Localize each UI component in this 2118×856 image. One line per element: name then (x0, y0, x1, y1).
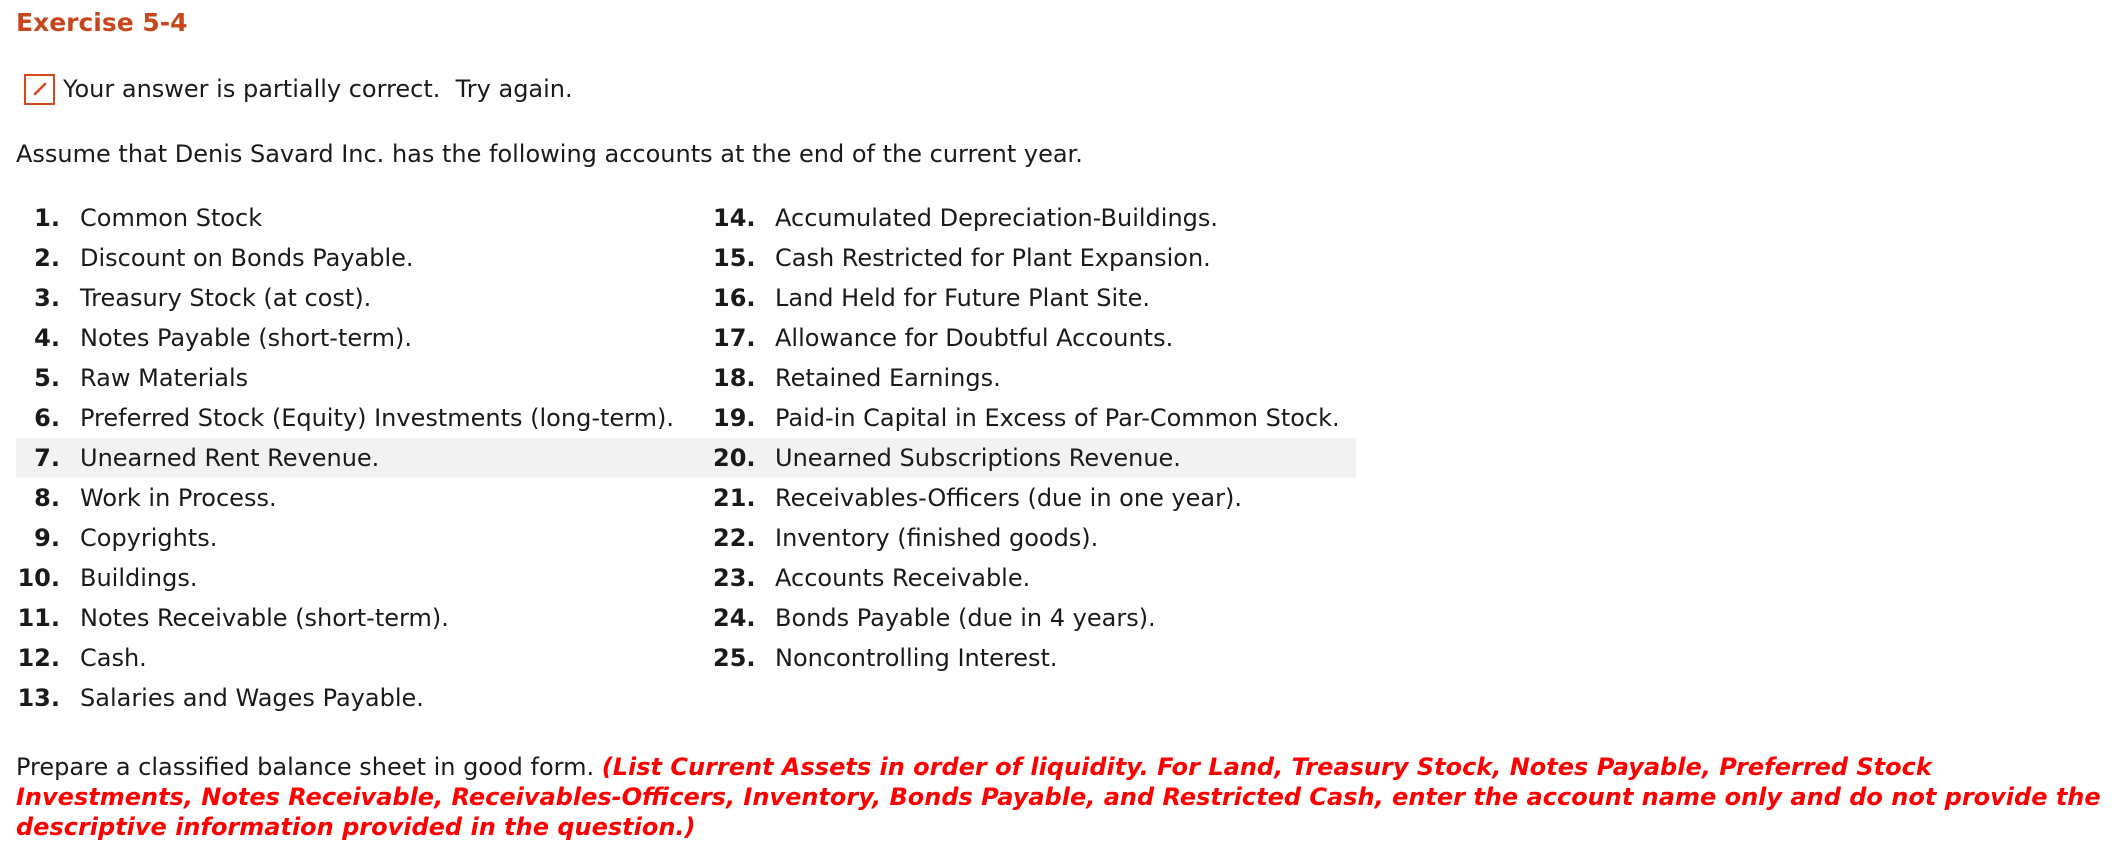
account-item (713, 564, 1356, 592)
accounts-row (16, 358, 1356, 398)
account-item (713, 204, 1356, 232)
account-item (16, 204, 713, 232)
account-number: 6. (34, 404, 60, 432)
account-name: Receivables-Officers (due in one year). (775, 484, 1242, 512)
pencil-edit-icon (24, 74, 55, 105)
account-name: Paid-in Capital in Excess of Par-Common Stock. (775, 404, 1340, 432)
account-number: 16. (713, 284, 756, 312)
answer-status (24, 72, 573, 106)
account-item (16, 404, 713, 432)
account-number: 3. (34, 284, 60, 312)
accounts-row (16, 558, 1356, 598)
account-number: 23. (713, 564, 756, 592)
accounts-row (16, 478, 1356, 518)
account-item (16, 324, 713, 352)
account-name: Inventory (finished goods). (775, 524, 1099, 552)
account-number: 13. (17, 684, 60, 712)
account-name: Cash Restricted for Plant Expansion. (775, 244, 1211, 272)
account-name: Accumulated Depreciation-Buildings. (775, 204, 1219, 232)
accounts-row (16, 438, 1356, 478)
account-item (16, 444, 713, 472)
accounts-row (16, 318, 1356, 358)
account-number: 7. (34, 444, 60, 472)
account-name: Treasury Stock (at cost). (80, 284, 372, 312)
account-item (16, 564, 713, 592)
account-number: 12. (17, 644, 60, 672)
account-item (16, 604, 713, 632)
account-number: 5. (34, 364, 60, 392)
status-message: Your answer is partially correct. Try again. (63, 75, 573, 103)
account-number: 21. (713, 484, 756, 512)
accounts-row (16, 238, 1356, 278)
account-name: Preferred Stock (Equity) Investments (long-term). (80, 404, 674, 432)
account-name: Buildings. (80, 564, 198, 592)
account-name: Retained Earnings. (775, 364, 1001, 392)
account-number: 14. (713, 204, 756, 232)
account-item (713, 524, 1356, 552)
account-item (713, 444, 1356, 472)
account-number: 4. (34, 324, 60, 352)
account-item (16, 484, 713, 512)
account-item (16, 644, 713, 672)
instructions (16, 752, 2106, 842)
account-item (713, 364, 1356, 392)
accounts-row (16, 278, 1356, 318)
account-name: Raw Materials (80, 364, 249, 392)
account-name: Salaries and Wages Payable. (80, 684, 424, 712)
account-item (16, 364, 713, 392)
account-item (713, 284, 1356, 312)
account-item (16, 524, 713, 552)
account-number: 17. (713, 324, 756, 352)
account-name: Land Held for Future Plant Site. (775, 284, 1150, 312)
account-number: 11. (17, 604, 60, 632)
account-number: 2. (34, 244, 60, 272)
account-number: 19. (713, 404, 756, 432)
instructions-text: Prepare a classified balance sheet in good form. (16, 753, 595, 781)
account-number: 10. (17, 564, 60, 592)
accounts-row (16, 518, 1356, 558)
account-name: Notes Receivable (short-term). (80, 604, 449, 632)
account-item (713, 324, 1356, 352)
account-number: 15. (713, 244, 756, 272)
accounts-row (16, 598, 1356, 638)
account-number: 1. (34, 204, 60, 232)
account-item (713, 644, 1356, 672)
account-item (16, 284, 713, 312)
account-name: Copyrights. (80, 524, 218, 552)
account-number: 20. (713, 444, 756, 472)
account-item (16, 244, 713, 272)
account-item (713, 604, 1356, 632)
account-name: Accounts Receivable. (775, 564, 1031, 592)
problem-intro: Assume that Denis Savard Inc. has the following accounts at the end of the current year. (16, 140, 1083, 168)
accounts-list (16, 198, 1356, 718)
pencil-edit-glyph (31, 80, 49, 98)
account-name: Bonds Payable (due in 4 years). (775, 604, 1156, 632)
account-name: Common Stock (80, 204, 263, 232)
accounts-row (16, 678, 1356, 718)
account-item (713, 484, 1356, 512)
account-number: 8. (34, 484, 60, 512)
account-name: Discount on Bonds Payable. (80, 244, 414, 272)
exercise-title: Exercise 5-4 (16, 8, 188, 37)
accounts-row (16, 638, 1356, 678)
accounts-row (16, 198, 1356, 238)
account-item (713, 244, 1356, 272)
account-item (16, 684, 713, 712)
account-name: Cash. (80, 644, 147, 672)
accounts-row (16, 398, 1356, 438)
account-number: 18. (713, 364, 756, 392)
instructions-note: (List Current Assets in order of liquidity. For Land, Treasury Stock, Notes Payable, Preferred Stock Investments, Notes Receivable, Receivables-Officers, Inventory, Bonds Payable, and Restricted Cash, enter the account name only and do not provide the descriptive information provided in the question.) (16, 753, 2101, 841)
account-item (713, 404, 1356, 432)
account-number: 22. (713, 524, 756, 552)
account-name: Notes Payable (short-term). (80, 324, 412, 352)
account-name: Unearned Rent Revenue. (80, 444, 380, 472)
account-number: 9. (34, 524, 60, 552)
account-name: Noncontrolling Interest. (775, 644, 1058, 672)
account-name: Unearned Subscriptions Revenue. (775, 444, 1181, 472)
account-name: Allowance for Doubtful Accounts. (775, 324, 1174, 352)
account-number: 25. (713, 644, 756, 672)
account-name: Work in Process. (80, 484, 277, 512)
account-number: 24. (713, 604, 756, 632)
